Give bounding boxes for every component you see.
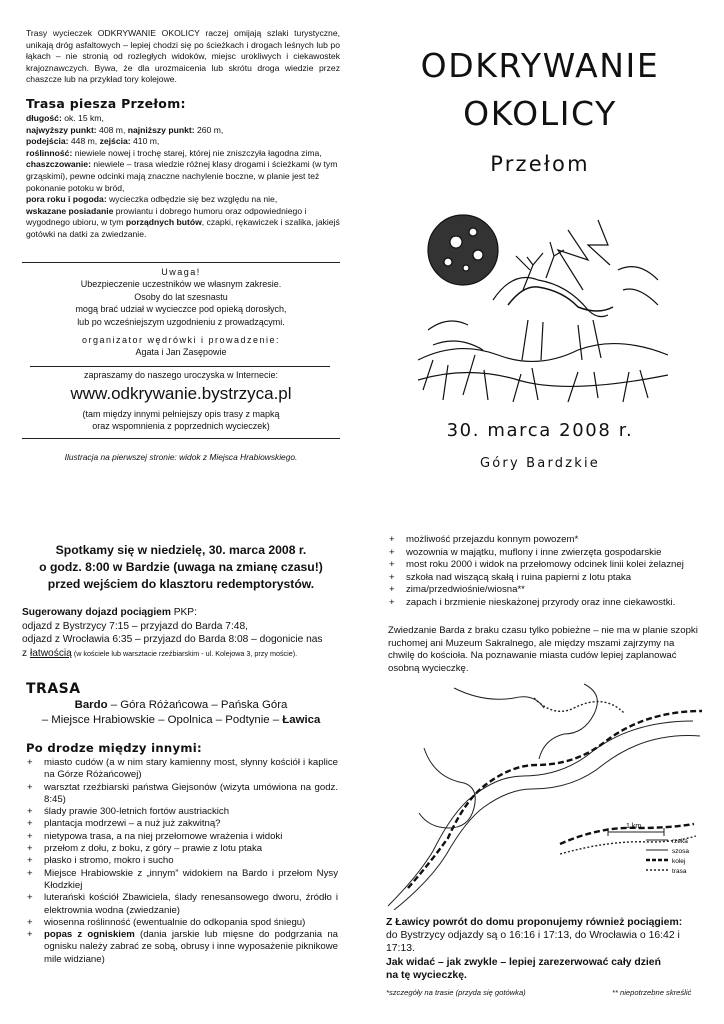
list-item: + luterański kościół Zbawiciela, ślady renesansowego dworu, źródło i elektrownia wodna (zwiedzanie) [26, 892, 338, 917]
organizer-label: organizator wędrówki i prowadzenie: [81, 335, 281, 346]
info-equipment: wskazane posiadanie prowiantu i dobrego humoru oraz odpowiedniego i wygodnego ubioru, w tym porządnych butów, czapki, rękawiczek i szalika, jakiejś gotówki na datki za zwiedzanie. [26, 205, 340, 239]
warning-box [22, 266, 340, 359]
legend-trail: trasa [672, 868, 687, 875]
list-item: + zima/przedwiośnie/wiosna** [388, 584, 700, 597]
list-item: + ślady prawie 300-letnich fortów austriackich [26, 806, 338, 818]
footnote-2: ** niepotrzebne skreślić [612, 988, 692, 997]
sightseeing-note: Zwiedzanie Barda z braku czasu tylko pobieżne – nie ma w planie szopki ruchomej ani Muzeum Sakralnego, ale między mszami zajrzymy na chwilę do kościoła. Na poznawanie miasta cudów lepiej zaplanować osobną wycieczkę. [388, 625, 698, 674]
illustration-caption: Ilustracja na pierwszej stronie: widok z Miejsca Hrabiowskiego. [64, 452, 298, 462]
road [419, 748, 475, 828]
divider-2 [30, 366, 330, 367]
warning-line: lub po wcześniejszym uzgodnieniu z prowadzącymi. [77, 316, 285, 327]
warning-title: Uwaga! [161, 267, 201, 277]
event-place: Góry Bardzkie [479, 456, 600, 471]
list-item: + przełom z dołu, z boku, z góry – prawie z lotu ptaka [26, 843, 338, 855]
list-item: + plantacja modrzewi – a nuż już zakwitną? [26, 818, 338, 830]
event-date: 30. marca 2008 r. [446, 420, 634, 441]
warning-line: Ubezpieczenie uczestników we własnym zakresie. [80, 279, 282, 290]
po-drodze-list [26, 757, 338, 966]
list-item: + możliwość przejazdu konnym powozem* [388, 534, 700, 547]
info-weather: pora roku i pogoda: wycieczka odbędzie się bez względu na nie, [26, 194, 278, 205]
list-item: + szkoła nad wiszącą skałą i ruina papierni z lotu ptaka [388, 572, 700, 585]
road-north [539, 684, 597, 759]
river-bank-north [388, 721, 693, 906]
info-length: długość: ok. 15 km, [26, 113, 104, 123]
internet-note: (tam między innymi pełniejszy opis trasy z mapką oraz wspomnienia z poprzednich wycieczek) [82, 409, 280, 432]
river-bank-south [394, 736, 700, 910]
list-item: + popas z ogniskiem (dania jarskie lub mięsne do podgrzania na ognisku należy zabrać ze sobą, obrusy i inne wyposażenie piknikowe mile widziane) [26, 929, 338, 966]
info-heights: najwyższy punkt: 408 m, najniższy punkt: 260 m, [26, 124, 224, 135]
intro-paragraph: Trasy wycieczek ODKRYWANIE OKOLICY raczej omijają szlaki turystyczne, unikają dróg asfaltowych – lepiej chodzi się po ścieżkach i drogach leśnych lub po łąkach – nie stronią od rozległych widoków, miejsc urokliwych i ciekawostek krajoznawczych. Bywa, że dla urozmaicenia lub skrótu droga wiedzie przez chaszcze lub na przykład tory kolejowe. [26, 28, 340, 85]
list-item: + warsztat rzeźbiarski państwa Giejsonów (wizyta umówiona na godz. 8:45) [26, 782, 338, 807]
map-legend [646, 838, 689, 875]
list-item: + płasko i stromo, mokro i sucho [26, 855, 338, 867]
deer-illustration [418, 210, 668, 410]
more-items-list [388, 534, 700, 610]
info-bushwhacking: chaszczowanie: niewiele – trasa wiedzie różnej klasy drogami i ścieżkami (w tym grząskimi), pewne odcinki mają znaczne nachylenie boczne, w planie jest też pokonanie potoku w bród, [26, 159, 338, 193]
list-item: + Miejsce Hrabiowskie z „innym” widokiem na Bardo i przełom Nysy Kłodzkiej [26, 868, 338, 893]
info-climbs: podejścia: 448 m, zejścia: 410 m, [26, 136, 160, 147]
road-west [454, 688, 544, 708]
title-line1: ODKRYWANIE [420, 46, 660, 85]
list-item: + miasto cudów (a w nim stary kamienny most, słynny kościół i kaplice na Górze Różańcowej) [26, 757, 338, 782]
internet-invite: zapraszamy do naszego uroczyska w Internecie: [83, 370, 279, 380]
footnote-1: *szczegóły na trasie (przyda się gotówka) [386, 988, 526, 997]
scale-label: 1 km [626, 823, 642, 830]
warning-line: Osoby do lat szesnastu [134, 291, 228, 302]
trasa-info [26, 113, 340, 241]
route-map [384, 678, 704, 910]
trasa-piesza-heading: Trasa piesza Przełom: [26, 96, 186, 111]
legend-river: rzeka [672, 838, 688, 845]
meeting-info: Spotkamy się w niedzielę, 30. marca 2008 r. o godz. 8:00 w Bardzie (uwaga na zmianę czasu!) przed wejściem do klasztoru redemptorystów. [39, 543, 323, 591]
list-item: + wozownia w majątku, muflony i inne zwierzęta gospodarskie [388, 547, 700, 560]
info-vegetation: roślinność: niewiele nowej i trochę starej, której nie zniszczyła łagodna zima, [26, 147, 322, 158]
trasa-heading: TRASA [26, 681, 81, 697]
divider-1 [22, 262, 340, 263]
subtitle: Przełom [490, 152, 590, 176]
warning-line: mogą brać udział w wycieczce pod opieką dorosłych, [75, 304, 287, 315]
list-item: + zapach i brzmienie nieskażonej przyrody oraz inne ciekawostki. [388, 597, 700, 610]
list-item: + wiosenna roślinność (ewentualnie do odkopania spod śniegu) [26, 917, 338, 929]
divider-3 [22, 438, 340, 439]
organizer-names: Agata i Jan Zasępowie [135, 347, 227, 358]
list-item: + most roku 2000 i widok na przełomowy odcinek linii kolei żelaznej [388, 559, 700, 572]
website-link[interactable]: www.odkrywanie.bystrzyca.pl [70, 384, 292, 403]
trail-north [534, 698, 624, 713]
trasa-line1: Bardo – Góra Różańcowa – Pańska Góra [74, 699, 288, 711]
title-line2: OKOLICY [463, 94, 617, 133]
return-info: Z Ławicy powrót do domu proponujemy również pociągiem: do Bystrzycy odjazdy są o 16:16 i 17:13, do Wrocławia o 16:42 i 17:13. Jak widać – jak zwykle – lepiej zarezerwować cały dzień na tę wycieczkę. [386, 917, 683, 981]
train-directions: Sugerowany dojazd pociągiem PKP: odjazd z Bystrzycy 7:15 – przyjazd do Barda 7:48, odjazd z Wrocławia 6:35 – przyjazd do Barda 8:08 – dogonicie nas z łatwością (w kościele lub warsztacie rzeźbiarskim - ul. Kolejowa 3, przy moście). [22, 607, 323, 659]
list-item: + nietypowa trasa, a na niej przełomowe wrażenia i widoki [26, 831, 338, 843]
legend-rail: kolej [672, 858, 686, 865]
trasa-line2: – Miejsce Hrabiowskie – Opolnica – Podtynie – Ławica [41, 714, 321, 726]
legend-road: szosa [672, 848, 689, 855]
po-drodze-heading: Po drodze między innymi: [26, 741, 202, 755]
